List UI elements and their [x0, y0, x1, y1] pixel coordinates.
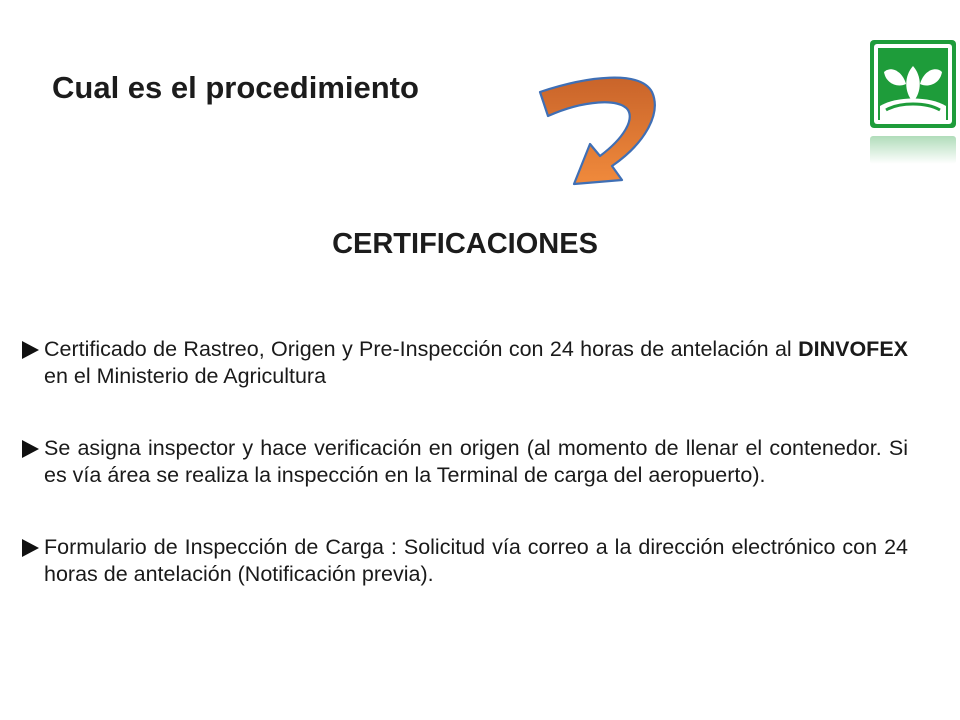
bullet-text: Formulario de Inspección de Carga : Solicitud vía correo a la dirección electrónico con 24 horas de antelación (Notificación previa). — [44, 535, 908, 586]
curved-arrow-icon — [528, 70, 668, 200]
section-heading: CERTIFICACIONES — [332, 228, 598, 260]
triangle-bullet-icon — [22, 539, 39, 557]
bullet-text: Certificado de Rastreo, Origen y Pre-Inspección con 24 horas de antelación al DINVOFEX en el Ministerio de Agricultura — [44, 337, 908, 388]
triangle-bullet-icon — [22, 341, 39, 359]
bullet-list — [22, 336, 908, 633]
bullet-text: Se asigna inspector y hace verificación en origen (al momento de llenar el contenedor. Si es vía área se realiza la inspección en la Terminal de carga del aeropuerto). — [44, 436, 908, 487]
dinvofex-term: DINVOFEX — [798, 337, 908, 361]
bullet-item-certificado — [22, 336, 908, 390]
triangle-bullet-icon — [22, 440, 39, 458]
bullet-item-formulario — [22, 534, 908, 588]
ministry-leaf-logo — [866, 36, 960, 176]
slide-title: Cual es el procedimiento — [52, 70, 419, 105]
bullet-item-inspector — [22, 435, 908, 489]
